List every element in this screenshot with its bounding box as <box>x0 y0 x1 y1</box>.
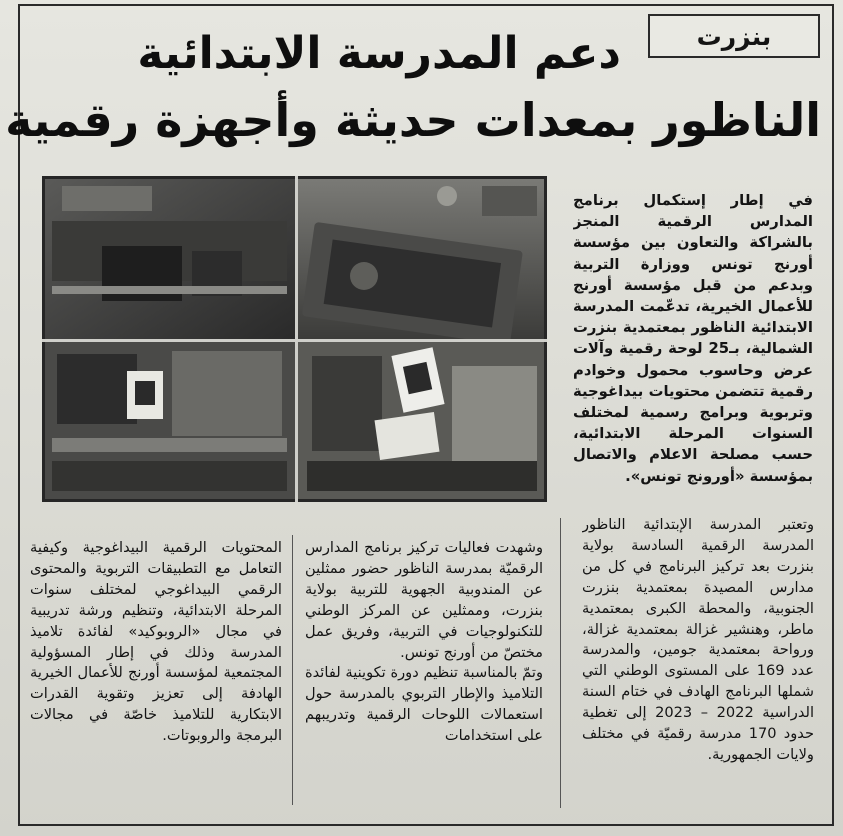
lead-paragraph: في إطار إستكمال برنامج المدارس الرقمية المنجز بالشراكة والتعاون بين مؤسسة أورنج تونس ووزارة التربية وبدعم من قبل مؤسسة أورنج للأعمال الخيرية، تدعّمت المدرسة الابتدائية الناظور بمعتمدية بنزرت الشمالية، بـ25 لوحة رقمية وآلات عرض وحاسوب محمول وخوادم رقمية تتضمن محتويات بيداغوجية وتربوية وبرامج رسمية لمختلف السنوات المرحلة الابتدائية، حسب مصلحة الاعلام والاتصال بمؤسسة «أورونج تونس». <box>573 192 813 485</box>
article-photo <box>42 176 547 502</box>
region-label: بنزرت <box>696 21 772 51</box>
headline-line-1: دعم المدرسة الابتدائية <box>137 28 621 79</box>
photo-collage-graphic <box>42 176 547 502</box>
body-column-3: المحتويات الرقمية البيداغوجية وكيفية التعامل مع التطبيقات التربوية والمحتوى الرقمي البيداغوجي لمختلف سنوات المرحلة الابتدائية، وتنظيم ورشة تدريبية في مجال «الروبوكيد» لفائدة تلاميذ المدرسة وذلك في إطار المسؤولية المجتمعية لمؤسسة أورنج للأعمال الخيرية الهادفة إلى تعزيز وتقوية القدرات الابتكارية للتلاميذ خاصّة في مجالات البرمجة والروبوتات. <box>30 539 282 745</box>
body-column-1: وتعتبر المدرسة الإبتدائية الناظور المدرسة الرقمية السادسة بولاية بنزرت بعد تركيز البرنامج في كل من مدارس المصيدة بمعتمدية بنزرت الجنوبية، والمحطة الكبرى بمعتمدية ماطر، وهنشير غزالة بمعتمدية غزالة، ورواحة بمعتمدية جومين، والمدرسة عدد 169 على المستوى الوطني التي شملها البرنامج الهادف في ختام السنة الدراسية 2022 – 2023 إلى تغطية حدود 170 مدرسة رقميّة في مختلف ولايات الجمهورية. <box>582 516 814 763</box>
column-divider <box>560 518 561 808</box>
region-box <box>648 14 820 58</box>
column-divider <box>292 535 293 805</box>
headline-line-2: الناظور بمعدات حديثة وأجهزة رقمية <box>5 93 821 147</box>
body-column-2: وشهدت فعاليات تركيز برنامج المدارس الرقميّة بمدرسة الناظور حضور ممثلين عن المندوبية الجهوية للتربية بولاية بنزرت، وممثلين عن المركز الوطني للتكنولوجيات في التربية، وفريق عمل مختصّ من أورنج تونس. وتمّ بالمناسبة تنظيم دورة تكوينية لفائدة التلاميذ والإطار التربوي بالمدرسة حول استعمالات اللوحات الرقمية وتدريبهم على استخدامات <box>305 539 543 745</box>
